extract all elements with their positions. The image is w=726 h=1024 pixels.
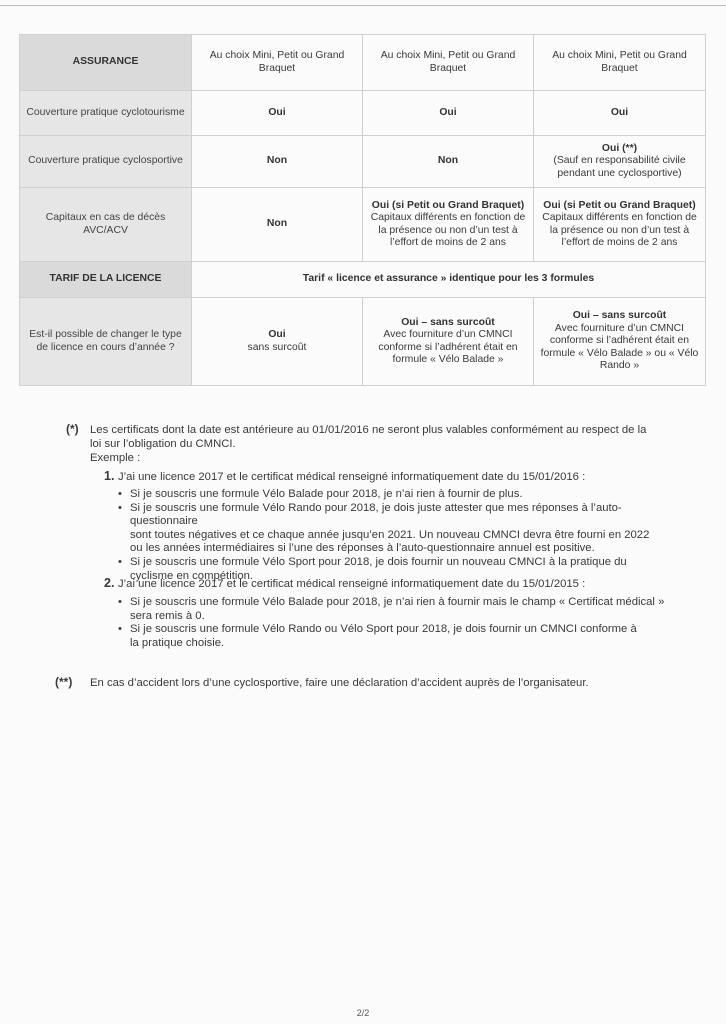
cell-value [363,298,534,386]
header-row [20,35,706,91]
formula-col-2: Au choix Mini, Petit ou Grand Braquet [363,35,534,91]
row-label: Est-il possible de changer le type de licence en cours d’année ? [20,298,192,386]
cell-value: Oui [192,91,363,136]
cell-text: Avec fourniture d’un CMNCI conforme si l’adhérent était en formule « Vélo Balade » [378,329,518,365]
insurance-table [19,34,706,386]
case-bullets [118,596,678,650]
table-row [20,91,706,136]
change-row [20,298,706,386]
case-text: J’ai une licence 2017 et le certificat médical renseigné informatiquement date du 15/01/2016 : [118,471,586,483]
cell-strong: Oui (**) [601,142,638,154]
cell-text: Capitaux différents en fonction de la présence ou non d’un test à l’effort de moins de 2 ans [370,212,526,248]
list-item: • Si je souscris une formule Vélo Balade pour 2018, je n’ai rien à fournir mais le champ « Certificat médical » sera remis à 0. [118,596,678,623]
note-line: En cas d’accident lors d’une cyclosportive, faire une déclaration d’accident auprès de l’organisateur. [90,677,589,689]
cell-strong: Oui – sans surcoût [401,316,495,328]
table-row [20,188,706,262]
example-label: Exemple : [90,452,141,464]
list-item: • Si je souscris une formule Vélo Sport pour 2018, je dois fournir un nouveau CMNCI à la pratique du cyclisme en compétition. [118,556,678,583]
case-number: 2. [104,576,115,590]
list-item: • Si je souscris une formule Vélo Rando ou Vélo Sport pour 2018, je dois fournir un CMNCI conforme à la pratique choisie. [118,623,678,650]
cell-strong: Oui [268,329,286,340]
row-label: Couverture pratique cyclotourisme [20,91,192,136]
row-label: Capitaux en cas de décès AVC/ACV [20,188,192,262]
tarif-value: Tarif « licence et assurance » identique pour les 3 formules [192,262,706,298]
cell-text: sans surcoût [247,341,307,353]
cell-value [363,188,534,262]
cell-value [534,188,706,262]
case-text: J’ai une licence 2017 et le certificat médical renseigné informatiquement date du 15/01/2015 : [118,578,586,590]
row-label: Couverture pratique cyclosportive [20,136,192,188]
cell-value: Non [192,188,363,262]
page-number: 2/2 [356,1008,370,1018]
cell-value [534,136,706,188]
cell-text: Capitaux différents en fonction de la présence ou non d’un test à l’effort de moins de 2 ans [542,212,697,248]
note-line: loi sur l’obligation du CMNCI. [90,438,236,450]
cell-value: Oui [363,91,534,136]
cell-strong: Oui (si Petit ou Grand Braquet) [371,199,525,211]
cell-value: Non [363,136,534,188]
case-bullets [118,488,678,583]
cell-value [192,298,363,386]
note-mark: (*) [66,422,79,436]
note-line: Les certificats dont la date est antérieure au 01/01/2016 ne seront plus valables conformément au respect de la [90,424,647,436]
cell-value [534,298,706,386]
cell-strong: Oui (si Petit ou Grand Braquet) [543,199,696,211]
table-row [20,136,706,188]
tarif-row [20,262,706,298]
list-item: • Si je souscris une formule Vélo Balade pour 2018, je n’ai rien à fournir de plus. [118,488,678,502]
case-number: 1. [104,469,115,483]
formula-col-1: Au choix Mini, Petit ou Grand Braquet [192,35,363,91]
cell-value: Oui [534,91,706,136]
list-item: • Si je souscris une formule Vélo Rando pour 2018, je dois juste attester que mes réponses à l’auto-questionnaire sont toutes négatives et ce chaque année jusqu’en 2021. Un nouveau CMNCI devra être fourni en 2022 ou les années intermédiaires si l’une des réponses à l’auto-questionnaire annuel est positive. [118,502,678,556]
note-mark: (**) [55,675,73,689]
cell-strong: Oui – sans surcoût [572,310,667,322]
tarif-label: TARIF DE LA LICENCE [20,262,192,298]
assurance-header: ASSURANCE [20,35,192,91]
cell-text: Avec fourniture d’un CMNCI conforme si l’adhérent était en formule « Vélo Balade » ou « Vélo Rando » [540,322,699,372]
cell-value: Non [192,136,363,188]
cell-text: (Sauf en responsabilité civile pendant une cyclosportive) [553,155,686,179]
formula-col-3: Au choix Mini, Petit ou Grand Braquet [534,35,706,91]
top-rule [0,5,726,6]
